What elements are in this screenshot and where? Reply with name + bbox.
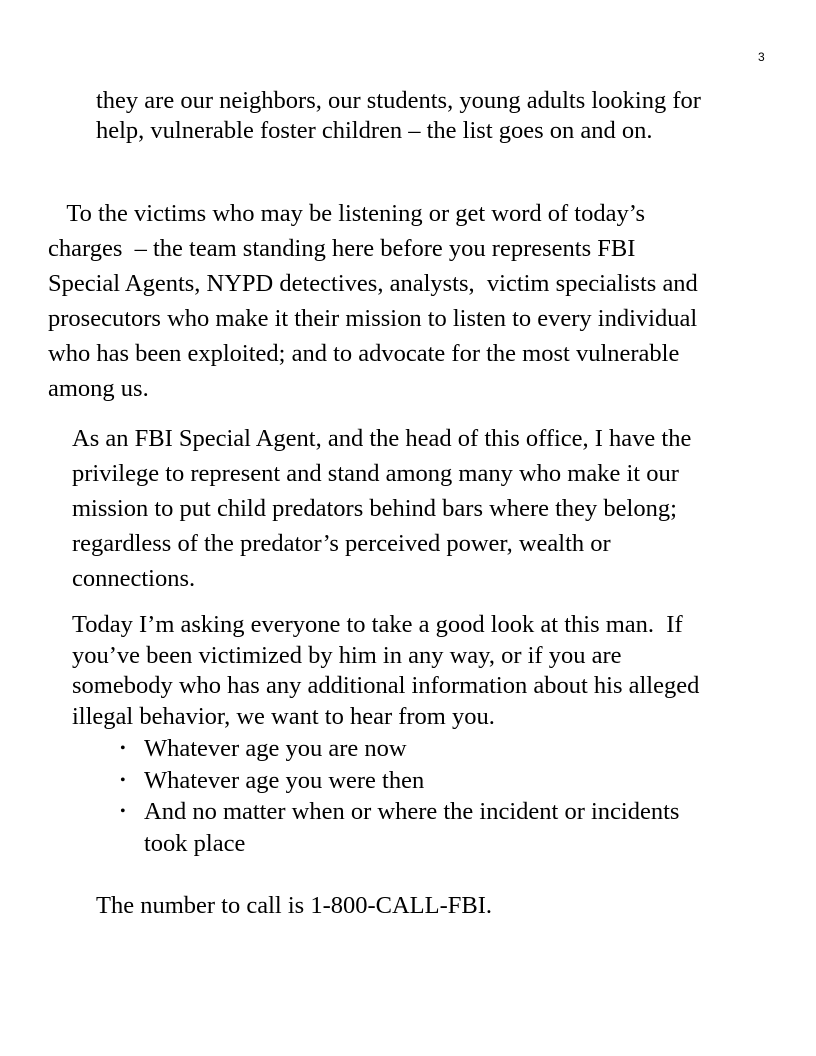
- closing-phone-number: [96, 891, 492, 921]
- text-line: regardless of the predator’s perceived power, wealth or: [72, 530, 611, 557]
- text-line: took place: [144, 829, 246, 857]
- text-line: who has been exploited; and to advocate for the most vulnerable: [48, 340, 680, 367]
- bullet-list: [118, 733, 679, 859]
- text-line: connections.: [72, 565, 196, 592]
- text-line: mission to put child predators behind bars where they belong;: [72, 495, 677, 522]
- text-line: illegal behavior, we want to hear from you.: [72, 702, 495, 730]
- text-line: Today I’m asking everyone to take a good look at this man. If: [72, 611, 683, 638]
- bullet-icon: •: [120, 771, 126, 789]
- paragraph-appeal: [72, 610, 699, 732]
- text-line: As an FBI Special Agent, and the head of this office, I have the: [72, 425, 692, 452]
- text-line: help, vulnerable foster children – the list goes on and on.: [96, 117, 653, 144]
- bullet-icon: •: [120, 740, 126, 757]
- text-line: somebody who has any additional information about his alleged: [72, 672, 700, 699]
- text-line: Whatever age you were then: [144, 766, 425, 794]
- text-line: among us.: [48, 375, 149, 402]
- paragraph-fbi-agent: [72, 421, 691, 596]
- text-line: privilege to represent and stand among many who make it our: [72, 460, 679, 487]
- paragraph-to-victims: [48, 196, 698, 406]
- text-line: you’ve been victimized by him in any way, or if you are: [72, 641, 622, 669]
- text-line: Whatever age you are now: [144, 735, 407, 762]
- text-line: they are our neighbors, our students, young adults looking for: [96, 87, 701, 114]
- text-line: charges – the team standing here before you represents FBI: [48, 235, 636, 262]
- bullet-item: [118, 765, 679, 797]
- paragraph-continuation: [96, 86, 701, 146]
- text-line: And no matter when or where the incident or incidents: [144, 798, 680, 825]
- bullet-item: [118, 733, 679, 765]
- text-line: Special Agents, NYPD detectives, analysts, victim specialists and: [48, 270, 698, 297]
- bullet-item: [118, 796, 679, 859]
- bullet-icon: •: [120, 803, 126, 820]
- text-line: To the victims who may be listening or get word of today’s: [48, 200, 646, 227]
- text-line: The number to call is 1-800-CALL-FBI.: [96, 892, 493, 919]
- page-number: 3: [758, 50, 765, 64]
- text-line: prosecutors who make it their mission to listen to every individual: [48, 305, 698, 332]
